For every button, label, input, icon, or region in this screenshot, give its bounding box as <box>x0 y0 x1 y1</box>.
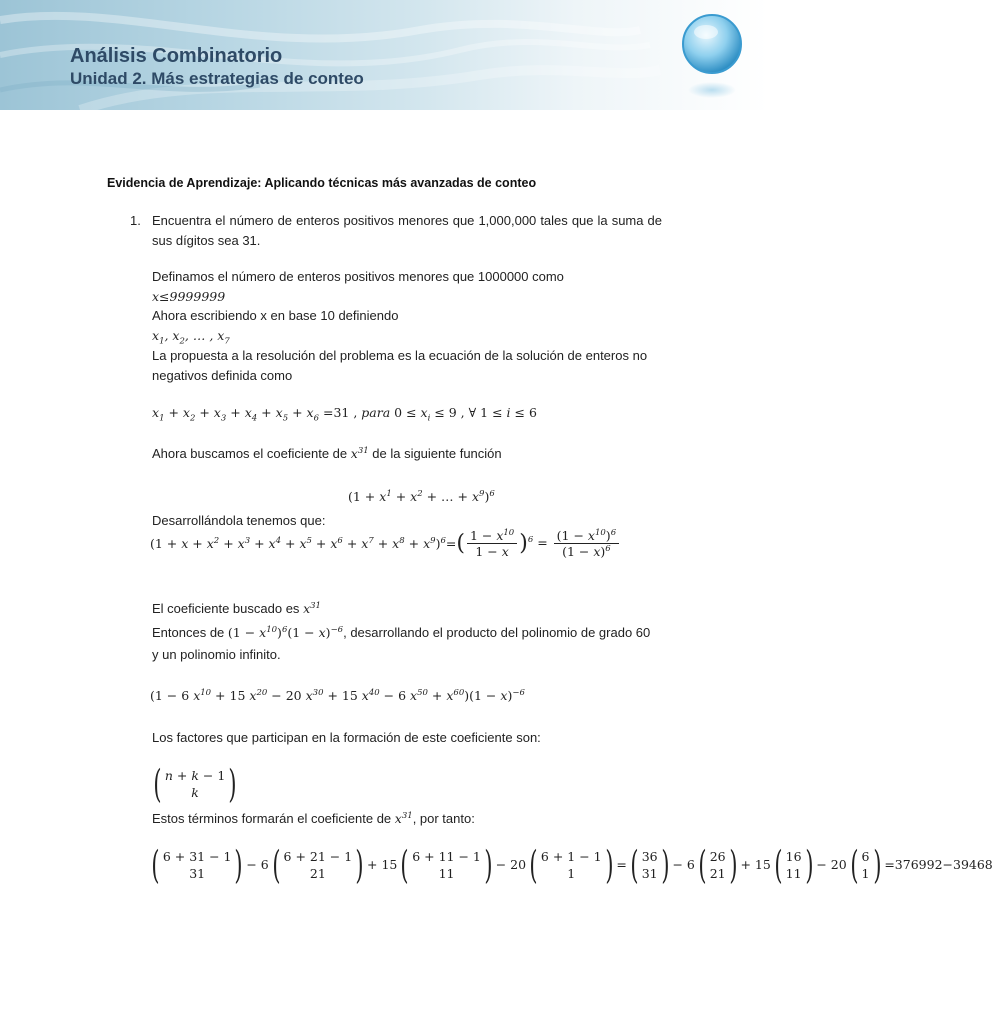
problem-statement: Encuentra el número de enteros positivos menores que 1,000,000 tales que la suma de sus dígitos sea 31. <box>152 213 662 248</box>
terms-text: Estos términos formarán el coeficiente de <box>152 811 392 826</box>
formula-product: $(1 - x^{10})^6(1 - x)^{-6}$ <box>227 624 344 640</box>
formula-x31-terms: $x^{31}$ <box>394 810 413 826</box>
formula-x31-found: $x^{31}$ <box>303 600 321 616</box>
paragraph-base10: Ahora escribiendo x en base 10 definiendo <box>152 308 399 323</box>
unit-subtitle: Unidad 2. Más estrategias de conteo <box>70 69 364 88</box>
formula-equation: $x_1 + x_2 + x_3 + x_4 + x_5 + x_6 =31$ , para $0 \le x_i \le 9$ , ∀ 1 ≤ i ≤ 6 <box>152 405 537 424</box>
paragraph-coef-found <box>152 599 321 619</box>
paragraph-then-line2: y un polinomio infinito. <box>152 647 281 662</box>
paragraph-coef-search <box>152 444 502 464</box>
final-result: =376992−39468 <box>884 856 993 872</box>
coef-found-text: El coeficiente buscado es <box>152 601 300 616</box>
formula-expansion: $(1 + x + x^2 + x^3 + x^4 + x^5 + x^6 + x^7 + x^8 + x^9)^6=$( $\frac{1 - x^{10}}{1 - x}$ )$^6$ = $\frac{(1 - x^{10})^6}{(1 - x)^6}$ <box>150 528 621 559</box>
formula-polynomial: (1 − 6 $x^{10} + 15$ $x^{20} - 20$ $x^{30} + 15$ $x^{40} - 6$ $x^{50} + x^{60})(1 - x)^{-6}$ <box>150 687 525 703</box>
paragraph-terms <box>152 809 475 829</box>
course-title: Análisis Combinatorio <box>70 45 283 67</box>
formula-final: ( 6 + 31 − 1 31 ) − 6( 6 + 21 − 1 21 ) + 15( 6 + 11 − 1 11 ) − 20( 6 + 1 − 1 1 ) =( 36 31 ) − 6( 26 21 ) + 15( 16 11 ) − 20( 6 1 ) =376992−39468 <box>151 843 993 887</box>
paragraph-define: Definamos el número de enteros positivos menores que 1000000 como <box>152 269 564 284</box>
document-heading: Evidencia de Aprendizaje: Aplicando técnicas más avanzadas de conteo <box>107 176 537 190</box>
coef-search-text: Ahora buscamos el coeficiente de <box>152 446 348 461</box>
formula-binomial-general: ( n + k − 1 k ) <box>153 762 237 806</box>
paragraph-proposal: La propuesta a la resolución del problema es la ecuación de la solución de enteros no negativos definida como <box>152 348 648 383</box>
coef-search-tail: de la siguiente función <box>372 446 502 461</box>
paragraph-factors: Los factores que participan en la formación de este coeficiente son: <box>152 730 541 745</box>
header-banner <box>0 0 768 110</box>
globe-logo-icon <box>680 8 746 103</box>
formula-generating-function: ($1 + x^1 + x^2$ + … + $x^9)^6$ <box>348 488 495 504</box>
formula-bound: x≤9999999 <box>152 289 226 304</box>
terms-tail: , por tanto: <box>412 811 475 826</box>
paragraph-then <box>152 623 650 643</box>
paragraph-develop: Desarrollándola tenemos que: <box>152 513 326 528</box>
then-tail: , desarrollando el producto del polinomio de grado 60 <box>343 625 651 640</box>
formula-digits: $x_1$, $x_2$, … , $x_7$ <box>152 328 230 347</box>
item-number: 1. <box>130 213 141 228</box>
formula-x31: $x^{31}$ <box>350 445 369 461</box>
then-text: Entonces de <box>152 625 225 640</box>
